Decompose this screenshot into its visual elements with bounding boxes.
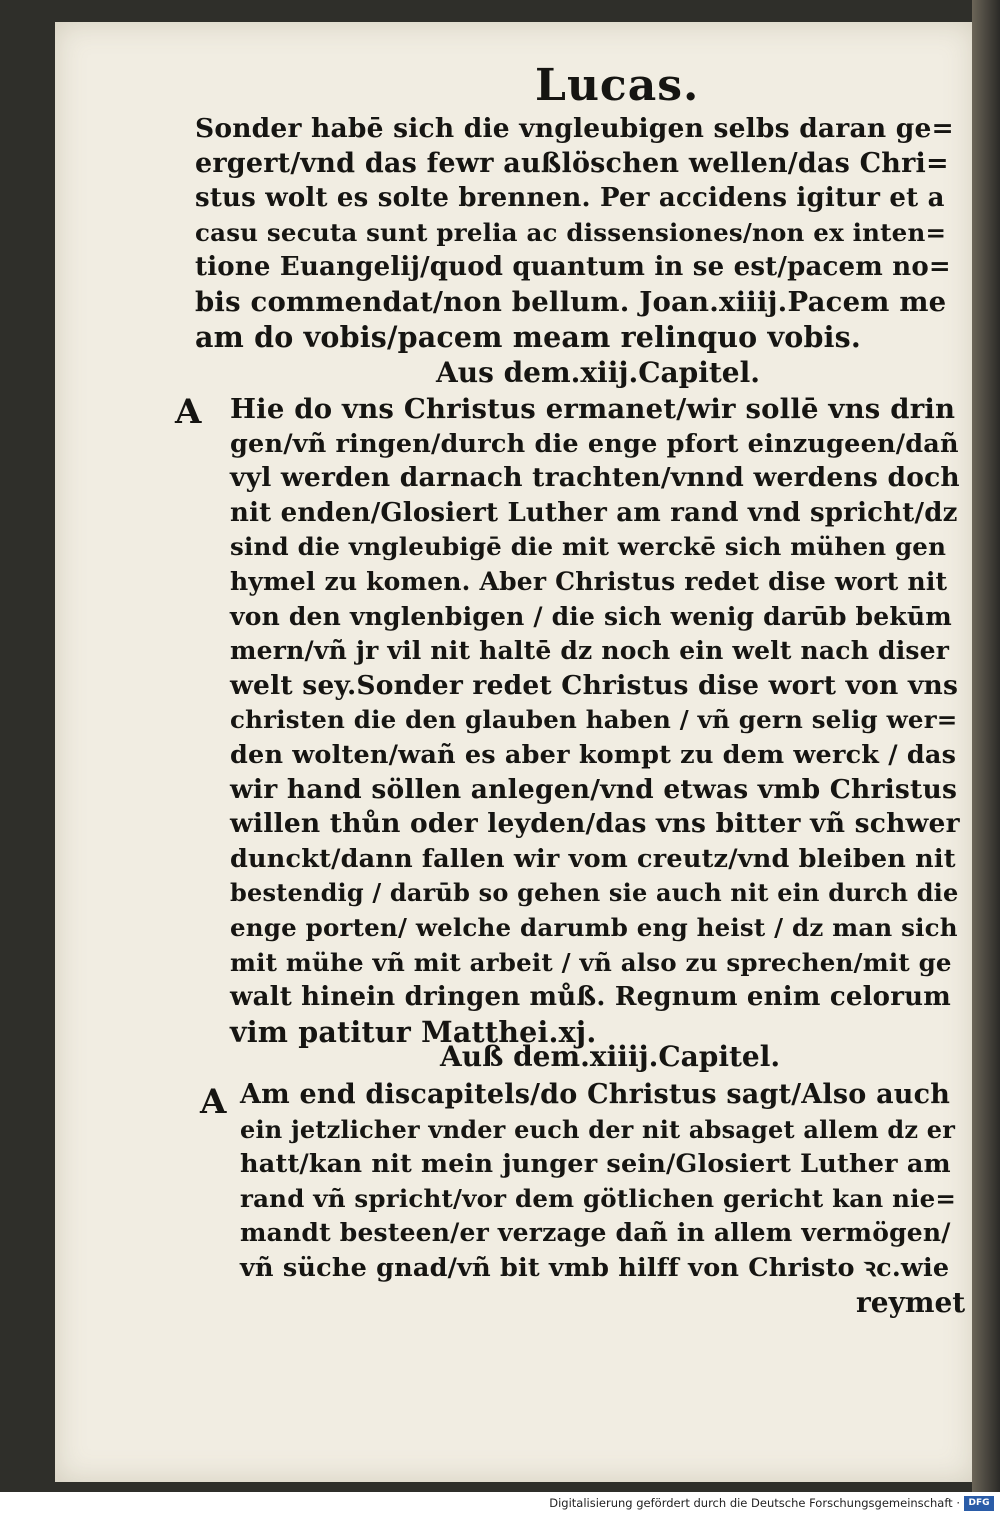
text-line: welt sey.Sonder redet Christus dise wort von vns <box>230 669 959 701</box>
text-line: von den vnglenbigen / die sich wenig darūb bekūm <box>230 601 952 631</box>
text-line: willen thůn oder leyden/das vns bitter vñ schwer <box>230 808 960 840</box>
text-line: sind die vngleubigē die mit werckē sich mühen gen <box>230 532 947 562</box>
text-line: vñ süche gnad/vñ bit vmb hilff von Christo ꝛc.wie <box>240 1252 950 1283</box>
text-line: vyl werden darnach trachten/vnnd werdens doch <box>230 462 960 494</box>
text-line: hymel zu komen. Aber Christus redet dise wort nit <box>230 566 948 596</box>
text-line: nit enden/Glosiert Luther am rand vnd spricht/dz <box>230 497 958 528</box>
text-line: hatt/kan nit mein junger sein/Glosiert Luther am <box>240 1149 951 1180</box>
footer-credit-text: Digitalisierung gefördert durch die Deutsche Forschungsgemeinschaft <box>549 1496 953 1510</box>
footer-separator: · <box>956 1496 960 1510</box>
book-spine <box>972 0 1000 1492</box>
text-line: stus wolt es solte brennen. Per accidens igitur et a <box>195 183 945 214</box>
footer-credit <box>549 1496 960 1510</box>
text-line: mandt besteen/er verzage dañ in allem vermögen/ <box>240 1218 951 1248</box>
text-line: wir hand söllen anlegen/vnd etwas vmb Christus <box>230 773 958 805</box>
text-line: bis commendat/non bellum. Joan.xiiij.Pacem me <box>195 285 947 318</box>
text-line: christen die den glauben haben / vñ gern selig wer= <box>230 705 958 735</box>
text-line: den wolten/wañ es aber kompt zu dem werck / das <box>230 739 957 770</box>
catchword: reymet <box>856 1286 966 1319</box>
dfg-logo: DFG <box>964 1496 994 1511</box>
text-line: vim patitur Matthei.xj. <box>230 1014 597 1049</box>
text-line: dunckt/dann fallen wir vom creutz/vnd bleiben nit <box>230 843 956 874</box>
text-line: enge porten/ welche darumb eng heist / dz man sich <box>230 912 958 942</box>
text-line: gen/vñ ringen/durch die enge pfort einzugeen/dañ <box>230 428 959 459</box>
text-line: ergert/vnd das fewr außlöschen wellen/das Chri= <box>195 147 949 179</box>
chapter-caption-2: Auß dem.xiiij.Capitel. <box>440 1040 781 1073</box>
text-line: casu secuta sunt prelia ac dissensiones/non ex inten= <box>195 217 947 247</box>
text-block-1 <box>195 112 955 354</box>
text-line: rand vñ spricht/vor dem götlichen gericht kan nie= <box>240 1183 957 1213</box>
chapter-caption-1: Aus dem.xiij.Capitel. <box>436 356 760 389</box>
text-line: mit mühe vñ mit arbeit / vñ also zu sprechen/mit ge <box>230 947 952 977</box>
text-line: mern/vñ jr vil nit haltē dz noch ein welt nach diser <box>230 636 950 666</box>
text-line: Hie do vns Christus ermanet/wir sollē vns drin <box>230 393 956 425</box>
text-line: Sonder habē sich die vngleubigen selbs daran ge= <box>195 113 954 144</box>
text-line: ein jetzlicher vnder euch der nit absaget allem dz er <box>240 1114 956 1144</box>
text-block-2 <box>230 392 960 1049</box>
section-marker-1: A <box>175 392 202 432</box>
text-line: Am end discapitels/do Christus sagt/Also auch <box>240 1079 951 1110</box>
text-line: tione Euangelij/quod quantum in se est/pacem no= <box>195 252 951 283</box>
text-line: bestendig / darūb so gehen sie auch nit ein durch die <box>230 878 959 908</box>
page-header: Lucas. <box>535 60 700 111</box>
text-line: walt hinein dringen můß. Regnum enim celorum <box>230 982 951 1013</box>
section-marker-2: A <box>200 1082 227 1122</box>
footer-bar <box>0 1492 1000 1516</box>
text-block-3 <box>240 1078 960 1286</box>
text-line: am do vobis/pacem meam relinquo vobis. <box>195 319 861 354</box>
